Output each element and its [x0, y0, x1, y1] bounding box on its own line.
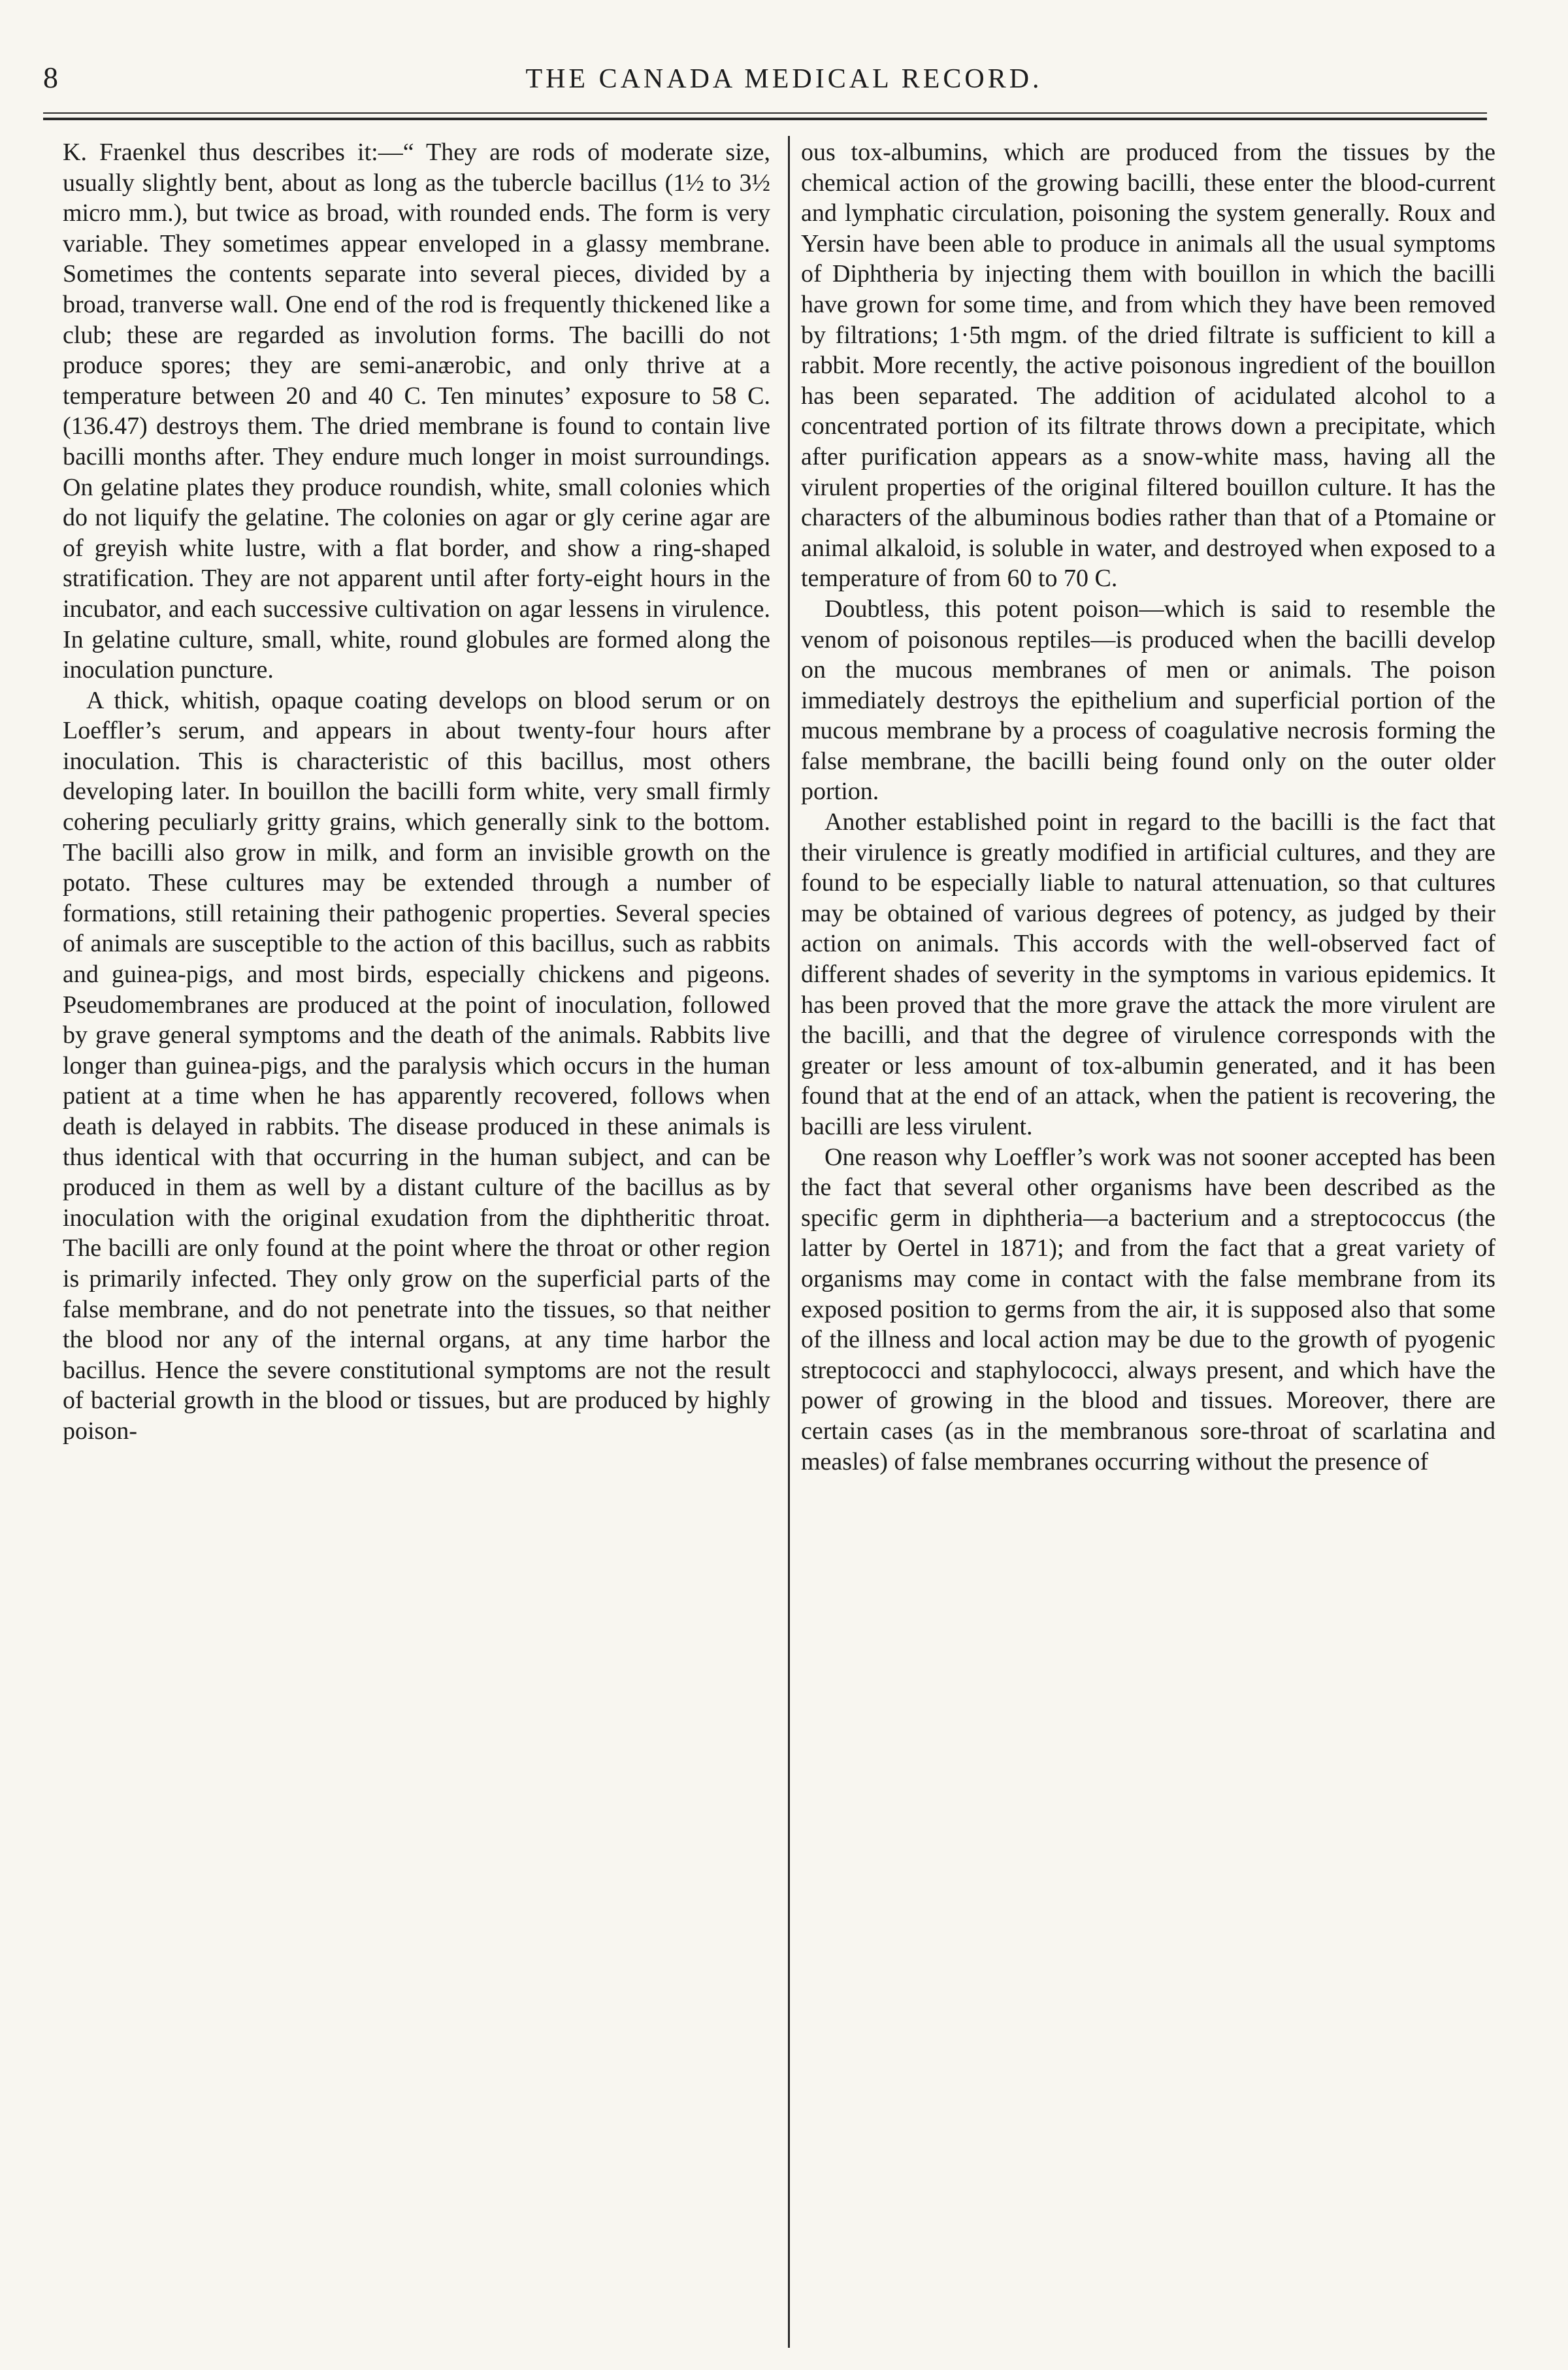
column-divider	[788, 136, 790, 2348]
header-rule-thin	[43, 112, 1487, 114]
header-rule-thick	[43, 118, 1487, 120]
paragraph: Another established point in regard to the bacilli is the fact that their virulence is greatly modified in artificial cultures, and they are found to be especially liable to natural attenuation, so that cultures may be obtained of various degrees of potency, as judged by their action on animals. This accords with the well-observed fact of different shades of severity in the symptoms in various epidemics. It has been proved that the more grave the attack the more virulent are the bacilli, and that the degree of virulence corresponds with the greater or less amount of tox-albumin generated, and it has been found that at the end of an attack, when the patient is recovering, the bacilli are less virulent.	[801, 808, 1495, 1140]
paragraph: Doubtless, this potent poison—which is said to resemble the venom of poisonous reptiles—is produced when the bacilli develop on the mucous membranes of men or animals. The poison immediately destroys the epithelium and superficial portion of the mucous membrane by a process of coagulative necrosis forming the false membrane, the bacilli being found only on the outer older portion.	[801, 595, 1495, 806]
page-number: 8	[43, 61, 58, 94]
running-head-title: THE CANADA MEDICAL RECORD.	[525, 64, 1043, 94]
paragraph: One reason why Loeffler’s work was not sooner accepted has been the fact that several other organisms have been described as the specific germ in diphtheria—a bacterium and a streptococcus (the latter by Oertel in 1871); and from the fact that a great variety of organisms may come in contact with the false membrane from its exposed position to germs from the air, it is supposed also that some of the illness and local action may be due to the growth of pyogenic streptococci and staphylococci, always present, and which have the power of growing in the blood and tissues. Moreover, there are certain cases (as in the membranous sore-throat of scarlatina and measles) of false membranes occurring without the presence of	[801, 1143, 1495, 1475]
left-column	[63, 137, 770, 1447]
right-column	[801, 137, 1495, 1477]
paragraph: ous tox-albumins, which are produced from the tissues by the chemical action of the growing bacilli, these enter the blood-current and lymphatic circulation, poisoning the system generally. Roux and Yersin have been able to produce in animals all the usual symptoms of Diphtheria by injecting them with bouillon in which the bacilli have grown for some time, and from which they have been removed by filtrations; 1·5th mgm. of the dried filtrate is sufficient to kill a rabbit. More recently, the active poisonous ingredient of the bouillon has been separated. The addition of acidulated alcohol to a concentrated portion of its filtrate throws down a precipitate, which after purification appears as a snow-white mass, having all the virulent properties of the original filtered bouillon culture. It has the characters of the albuminous bodies rather than that of a Ptomaine or animal alkaloid, is soluble in water, and destroyed when exposed to a temperature of from 60 to 70 C.	[801, 139, 1495, 593]
paragraph: A thick, whitish, opaque coating develops on blood serum or on Loeffler’s serum, and appears in about twenty-four hours after inoculation. This is characteristic of this bacillus, most others developing later. In bouillon the bacilli form white, very small firmly cohering peculiarly gritty grains, which generally sink to the bottom. The bacilli also grow in milk, and form an invisible growth on the potato. These cultures may be extended through a number of formations, still retaining their pathogenic properties. Several species of animals are susceptible to the action of this bacillus, such as rabbits and guinea-pigs, and most birds, especially chickens and pigeons. Pseudomembranes are produced at the point of inoculation, followed by grave general symptoms and the death of the animals. Rabbits live longer than guinea-pigs, and the paralysis which occurs in the human patient at a time when he has apparently recovered, follows when death is delayed in rabbits. The disease produced in these animals is thus identical with that occurring in the human subject, and can be produced in them as well by a distant culture of the bacillus as by inoculation with the original exudation from the diphtheritic throat. The bacilli are only found at the point where the throat or other region is primarily infected. They only grow on the superficial parts of the false membrane, and do not penetrate into the tissues, so that neither the blood nor any of the internal organs, at any time harbor the bacillus. Hence the severe constitutional symptoms are not the result of bacterial growth in the blood or tissues, but are produced by highly poison-	[63, 686, 770, 1445]
paragraph: K. Fraenkel thus describes it:—“ They are rods of moderate size, usually slightly bent, about as long as the tubercle bacillus (1½ to 3½ micro mm.), but twice as broad, with rounded ends. The form is very variable. They sometimes appear enveloped in a glassy membrane. Sometimes the contents separate into several pieces, divided by a broad, tranverse wall. One end of the rod is frequently thickened like a club; these are regarded as involution forms. The bacilli do not produce spores; they are semi-anærobic, and only thrive at a temperature between 20 and 40 C. Ten minutes’ exposure to 58 C. (136.47) destroys them. The dried membrane is found to contain live bacilli months after. They endure much longer in moist surroundings. On gelatine plates they produce roundish, white, small colonies which do not liquify the gelatine. The colonies on agar or gly cerine agar are of greyish white lustre, with a flat border, and show a ring-shaped stratification. They are not apparent until after forty-eight hours in the incubator, and each successive cultivation on agar lessens in virulence. In gelatine culture, small, white, round globules are formed along the inoculation puncture.	[63, 139, 770, 684]
